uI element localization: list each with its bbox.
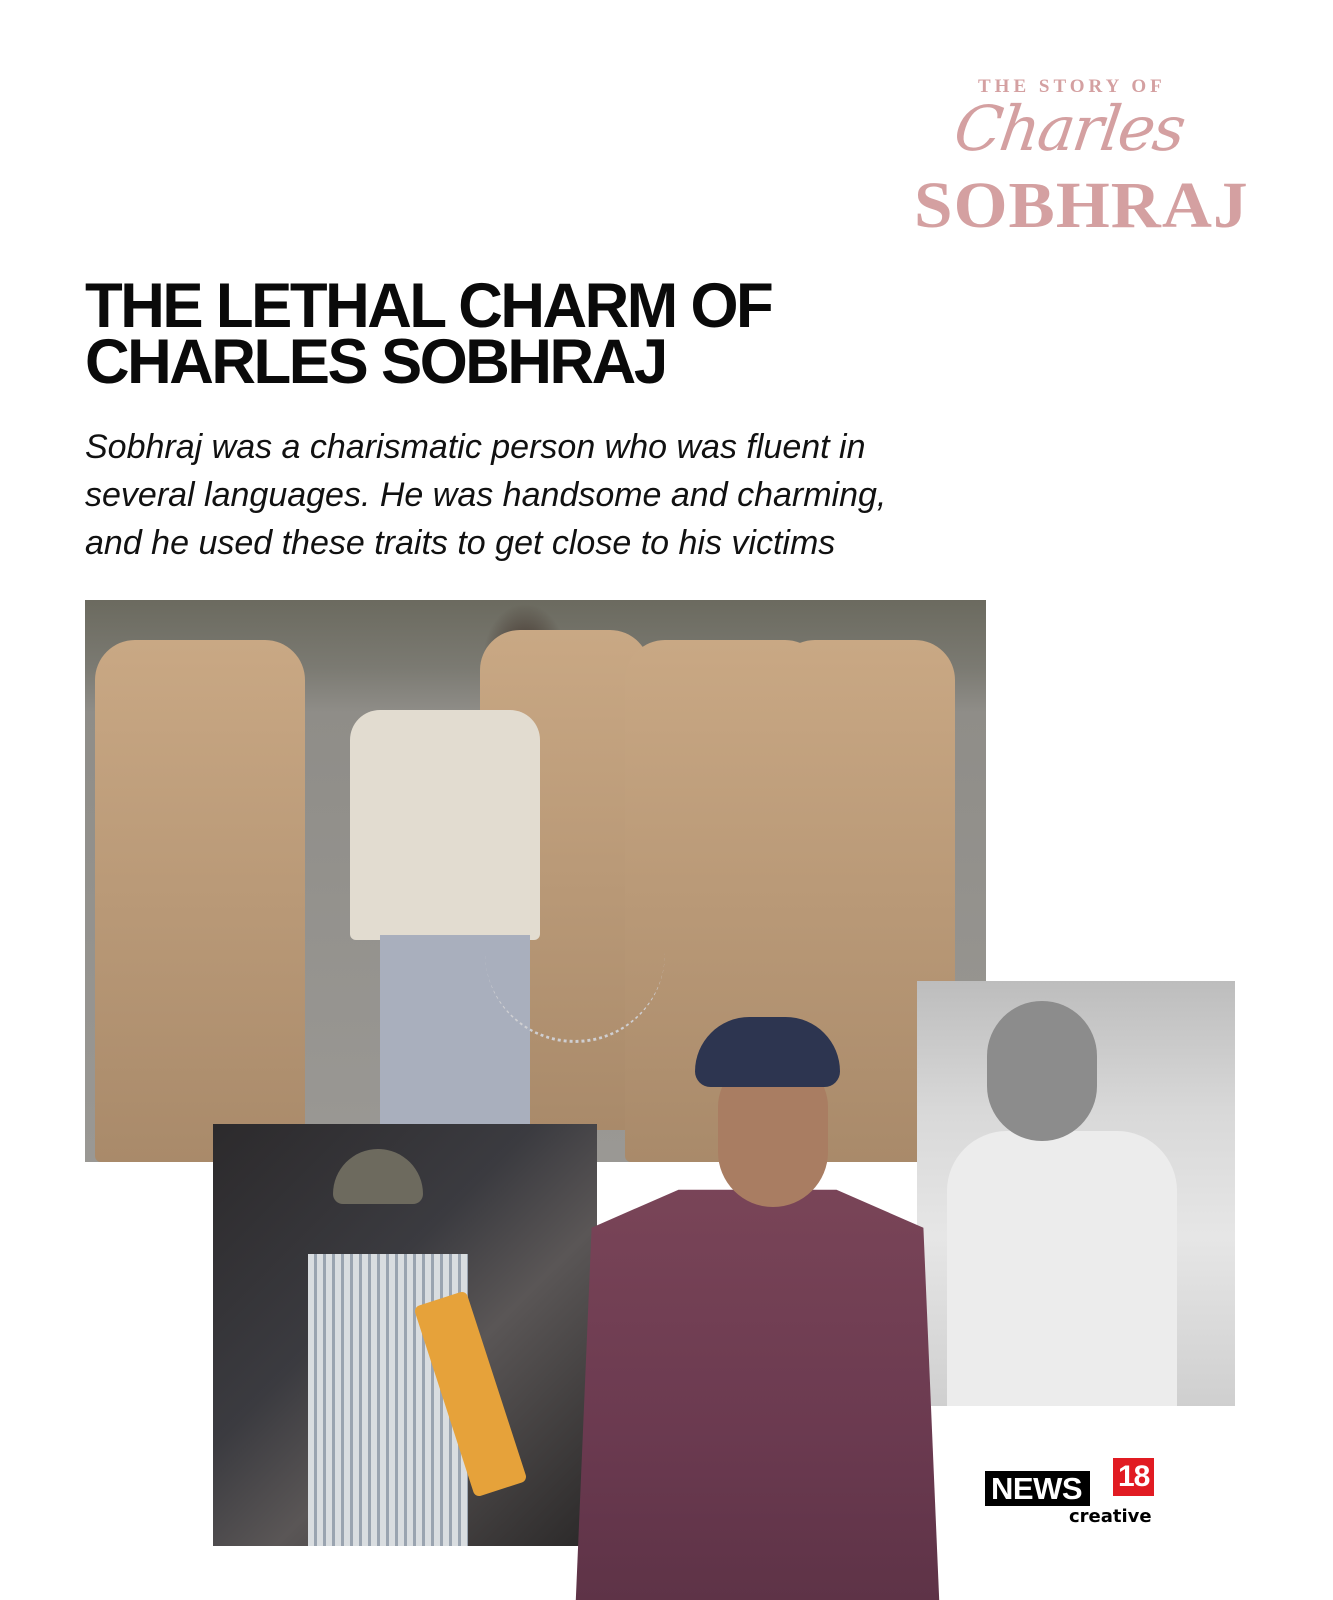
photo-bw-archive xyxy=(917,981,1235,1406)
flat-cap xyxy=(333,1149,423,1204)
logo-number: 18 xyxy=(1113,1458,1154,1496)
photo-nepal-escort xyxy=(213,1124,597,1546)
logo-creative: creative xyxy=(1069,1506,1152,1527)
logo-news: NEWS xyxy=(985,1471,1090,1506)
title-line-1: THE LETHAL CHARM OF xyxy=(85,271,772,341)
maroon-sweater xyxy=(560,1177,955,1600)
brand-surname: SOBHRAJ xyxy=(914,169,1249,242)
photo-cutout-sweater xyxy=(560,1017,955,1600)
officer-figure xyxy=(95,640,305,1162)
page-title xyxy=(85,271,772,397)
title-line-2: CHARLES SOBHRAJ xyxy=(85,327,666,397)
subtitle xyxy=(85,423,1105,567)
subtitle-line-1: Sobhraj was a charismatic person who was fluent in xyxy=(85,428,866,466)
figure-body xyxy=(947,1131,1177,1406)
figure-face xyxy=(987,1001,1097,1141)
brand-script-name: Charles xyxy=(949,92,1189,165)
blue-flat-cap xyxy=(695,1017,840,1087)
brand-kicker: THE STORY OF xyxy=(978,76,1166,97)
subtitle-line-2: several languages. He was handsome and charming, xyxy=(85,476,887,514)
news18-creative-logo xyxy=(985,1458,1160,1528)
subtitle-line-3: and he used these traits to get close to his victims xyxy=(85,524,836,562)
